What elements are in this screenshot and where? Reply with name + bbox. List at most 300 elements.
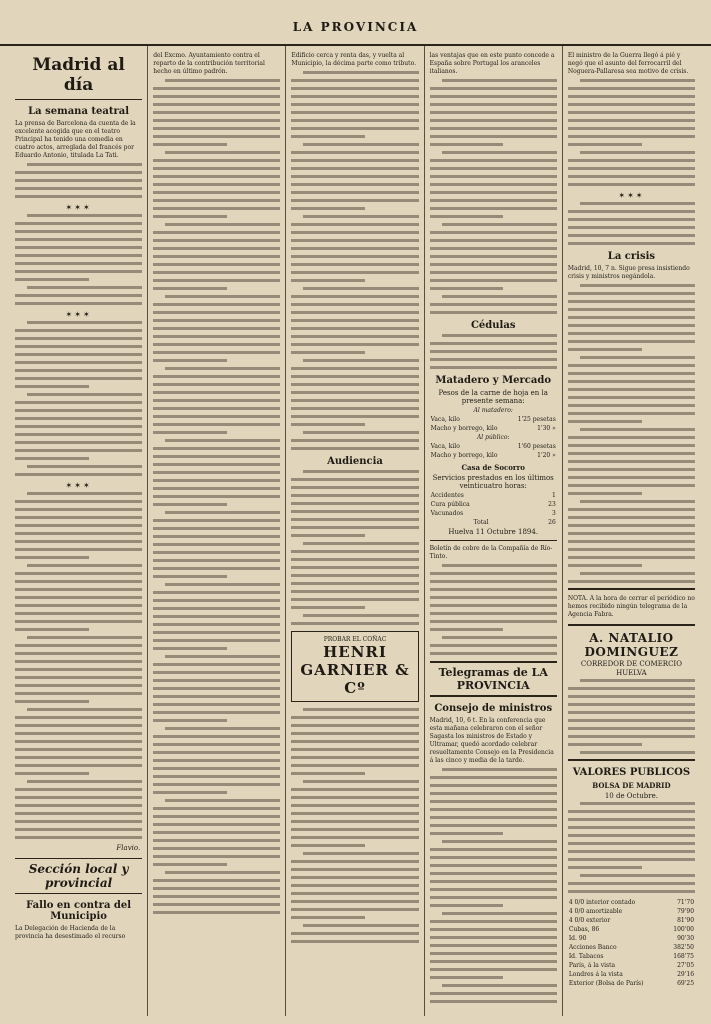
text-line xyxy=(291,151,418,154)
text-line xyxy=(291,804,418,807)
text-line xyxy=(15,796,142,799)
text-line xyxy=(15,385,89,388)
text-line xyxy=(568,87,695,90)
text-line xyxy=(568,242,695,245)
text-line xyxy=(153,343,280,346)
text-line xyxy=(15,580,142,583)
text-line xyxy=(291,892,418,895)
article-lead: del Excmo. Ayuntamiento contra el reparto de la contribución territorial hecho en último padrón. xyxy=(153,52,265,75)
text-line xyxy=(153,103,280,106)
subheading-matadero: Matadero y Mercado xyxy=(435,375,552,386)
text-line xyxy=(291,383,418,386)
text-line xyxy=(430,215,504,218)
table-row xyxy=(430,415,557,424)
text-line xyxy=(568,332,695,335)
text-line xyxy=(153,199,280,202)
text-line xyxy=(153,639,280,642)
text-line xyxy=(153,535,280,538)
text-line xyxy=(291,812,418,815)
row-label: Id. 90 xyxy=(568,935,587,942)
text-line xyxy=(568,444,695,447)
section-banner: Sección local y provincial xyxy=(15,858,142,894)
text-line xyxy=(291,844,365,847)
text-line xyxy=(15,473,142,476)
table-row xyxy=(430,424,557,433)
article-body xyxy=(430,334,557,369)
text-line xyxy=(153,87,280,90)
text-line xyxy=(153,575,227,578)
publico-head: Al público: xyxy=(476,434,510,441)
text-line xyxy=(15,628,89,631)
text-line xyxy=(15,401,142,404)
text-line xyxy=(430,944,557,947)
text-line xyxy=(291,111,418,114)
text-line xyxy=(580,79,695,82)
text-line xyxy=(15,556,89,559)
text-line xyxy=(153,623,280,626)
text-line xyxy=(568,452,695,455)
socorro-total-label: Total xyxy=(473,519,489,526)
text-line xyxy=(291,279,365,282)
text-line xyxy=(291,724,418,727)
subheading-fallo: Fallo en contra del Municipio xyxy=(26,900,132,922)
table-row xyxy=(430,500,557,509)
text-line xyxy=(153,671,280,674)
row-label: Cura pública xyxy=(430,501,470,508)
text-line xyxy=(442,912,557,915)
text-line xyxy=(580,284,695,287)
text-line xyxy=(153,319,280,322)
text-line xyxy=(291,399,418,402)
text-line xyxy=(15,596,142,599)
text-line xyxy=(430,904,504,907)
text-line xyxy=(153,663,280,666)
text-line xyxy=(291,510,418,513)
text-line xyxy=(291,415,418,418)
text-line xyxy=(27,321,142,324)
text-line xyxy=(442,334,557,337)
text-line xyxy=(303,780,418,783)
row-value: 27'05 xyxy=(677,962,695,969)
text-line xyxy=(153,303,280,306)
text-line xyxy=(291,748,418,751)
text-line xyxy=(153,431,227,434)
text-line xyxy=(291,876,418,879)
text-line xyxy=(430,303,557,306)
text-line xyxy=(568,580,695,583)
article-body xyxy=(430,768,557,1003)
text-line xyxy=(153,911,280,914)
text-line xyxy=(291,375,418,378)
text-line xyxy=(430,207,557,210)
text-line xyxy=(15,804,142,807)
table-row xyxy=(430,491,557,500)
text-line xyxy=(165,799,280,802)
text-line xyxy=(568,103,695,106)
column-4 xyxy=(424,46,562,1016)
text-line xyxy=(291,868,418,871)
text-line xyxy=(291,716,418,719)
text-line xyxy=(291,788,418,791)
text-line xyxy=(430,992,557,995)
text-line xyxy=(430,143,504,146)
text-line xyxy=(430,776,557,779)
text-line xyxy=(568,842,695,845)
text-line xyxy=(568,218,695,221)
separator: ✶✶✶ xyxy=(65,310,92,319)
text-line xyxy=(580,751,695,754)
text-line xyxy=(568,340,695,343)
text-line xyxy=(15,676,142,679)
column-2 xyxy=(147,46,285,1016)
row-value: 3 xyxy=(551,510,556,517)
text-line xyxy=(291,550,418,553)
text-line xyxy=(27,393,142,396)
text-line xyxy=(430,800,557,803)
row-value: 100'00 xyxy=(673,926,695,933)
text-line xyxy=(291,756,418,759)
text-line xyxy=(153,423,280,426)
row-value: 69'25 xyxy=(677,980,695,987)
text-line xyxy=(291,87,418,90)
text-line xyxy=(291,932,418,935)
text-line xyxy=(165,727,280,730)
rates-table xyxy=(568,898,695,988)
text-line xyxy=(568,548,695,551)
text-line xyxy=(430,936,557,939)
text-line xyxy=(15,345,142,348)
column-5 xyxy=(562,46,700,1016)
text-line xyxy=(430,832,504,835)
article-body xyxy=(568,202,695,245)
text-line xyxy=(291,908,418,911)
text-line xyxy=(153,607,280,610)
text-line xyxy=(291,295,418,298)
text-line xyxy=(568,564,642,567)
text-line xyxy=(15,740,142,743)
text-line xyxy=(15,246,142,249)
text-line xyxy=(568,380,695,383)
text-line xyxy=(580,572,695,575)
text-line xyxy=(153,407,280,410)
text-line xyxy=(430,960,557,963)
text-line xyxy=(153,543,280,546)
text-line xyxy=(15,278,89,281)
text-line xyxy=(15,820,142,823)
text-line xyxy=(303,287,418,290)
text-line xyxy=(568,516,695,519)
text-line xyxy=(291,478,418,481)
text-line xyxy=(153,415,280,418)
article-body xyxy=(291,470,418,625)
text-line xyxy=(430,968,557,971)
text-line xyxy=(568,175,695,178)
text-line xyxy=(568,866,642,869)
text-line xyxy=(442,840,557,843)
text-line xyxy=(291,740,418,743)
text-line xyxy=(153,879,280,882)
text-line xyxy=(153,759,280,762)
text-line xyxy=(15,540,142,543)
text-line xyxy=(153,207,280,210)
text-line xyxy=(15,337,142,340)
text-line xyxy=(15,668,142,671)
text-line xyxy=(15,836,142,839)
text-line xyxy=(291,566,418,569)
text-line xyxy=(430,880,557,883)
text-line xyxy=(153,887,280,890)
separator: ✶✶✶ xyxy=(65,203,92,212)
text-line xyxy=(291,884,418,887)
text-line xyxy=(153,183,280,186)
text-line xyxy=(568,143,642,146)
text-line xyxy=(430,580,557,583)
text-line xyxy=(153,135,280,138)
text-line xyxy=(15,612,142,615)
text-line xyxy=(15,548,142,551)
text-line xyxy=(153,903,280,906)
text-line xyxy=(442,151,557,154)
text-line xyxy=(153,247,280,250)
text-line xyxy=(430,856,557,859)
text-line xyxy=(568,743,642,746)
text-line xyxy=(153,471,280,474)
text-line xyxy=(568,316,695,319)
table-row xyxy=(568,979,695,988)
text-line xyxy=(568,460,695,463)
text-line xyxy=(291,247,418,250)
text-line xyxy=(15,187,142,190)
text-line xyxy=(291,367,418,370)
text-line xyxy=(153,599,280,602)
text-line xyxy=(15,524,142,527)
text-line xyxy=(27,286,142,289)
text-line xyxy=(27,465,142,468)
text-line xyxy=(568,826,695,829)
text-line xyxy=(303,71,418,74)
text-line xyxy=(291,327,418,330)
text-line xyxy=(153,807,280,810)
text-line xyxy=(568,695,695,698)
table-row xyxy=(430,442,557,451)
text-line xyxy=(291,311,418,314)
text-line xyxy=(580,202,695,205)
text-line xyxy=(291,518,418,521)
text-line xyxy=(15,516,142,519)
text-line xyxy=(430,342,557,345)
text-line xyxy=(165,151,280,154)
text-line xyxy=(165,367,280,370)
text-line xyxy=(153,743,280,746)
ad-line: CORREDOR DE COMERCIO xyxy=(580,660,682,668)
text-line xyxy=(15,788,142,791)
text-line xyxy=(153,735,280,738)
text-line xyxy=(568,364,695,367)
text-line xyxy=(153,615,280,618)
text-line xyxy=(580,802,695,805)
text-line xyxy=(153,455,280,458)
text-line xyxy=(291,391,418,394)
text-line xyxy=(303,924,418,927)
text-line xyxy=(568,810,695,813)
article-body xyxy=(291,708,418,943)
text-line xyxy=(165,79,280,82)
text-line xyxy=(291,526,418,529)
text-line xyxy=(165,511,280,514)
subheading-consejo: Consejo de ministros xyxy=(434,703,553,714)
text-line xyxy=(291,271,418,274)
text-line xyxy=(568,420,642,423)
text-line xyxy=(153,239,280,242)
text-line xyxy=(153,479,280,482)
text-line xyxy=(430,119,557,122)
text-line xyxy=(291,183,418,186)
report-date: Huelva 11 Octubre 1894. xyxy=(448,528,539,536)
article-lead: La prensa de Barcelona da cuenta de la excelente acogida que en el teatro Principal ha tenido una comedia en cuatro actos, arreglada del francés por Eduardo Antonio, titulada La Tati. xyxy=(15,120,136,159)
text-line xyxy=(568,834,695,837)
text-line xyxy=(291,159,418,162)
text-line xyxy=(165,439,280,442)
text-line xyxy=(442,223,557,226)
text-line xyxy=(153,287,227,290)
text-line xyxy=(430,167,557,170)
text-line xyxy=(153,751,280,754)
text-line xyxy=(430,976,504,979)
row-label: Macho y borrego, kilo xyxy=(430,452,498,459)
text-line xyxy=(568,135,695,138)
ad-city: HUELVA xyxy=(616,669,647,677)
text-line xyxy=(568,890,695,893)
text-line xyxy=(153,191,280,194)
text-line xyxy=(153,895,280,898)
text-line xyxy=(442,768,557,771)
text-line xyxy=(15,652,142,655)
reses-head: Al matadero: xyxy=(473,407,513,414)
text-line xyxy=(430,952,557,955)
text-line xyxy=(303,143,418,146)
text-line xyxy=(430,928,557,931)
text-line xyxy=(568,524,695,527)
text-line xyxy=(291,836,418,839)
text-line xyxy=(291,502,418,505)
text-line xyxy=(15,716,142,719)
socorro-intro: Servicios prestados en los últimos veinticuatro horas: xyxy=(432,474,554,490)
table-row xyxy=(568,907,695,916)
row-value: 1'25 pesetas xyxy=(517,416,556,423)
subheading-semana-teatral: La semana teatral xyxy=(28,106,130,117)
text-line xyxy=(15,449,142,452)
row-label: Accidentes xyxy=(430,492,464,499)
text-line xyxy=(568,111,695,114)
text-line xyxy=(430,792,557,795)
article-lead: El ministro de la Guerra llegó á pié y negó que el asunto del ferrocarril del Noguera-Pallaresa sea motivo de crisis. xyxy=(567,52,689,75)
subheading-audiencia: Audiencia xyxy=(327,456,383,467)
text-line xyxy=(153,175,280,178)
text-line xyxy=(153,855,280,858)
text-line xyxy=(153,519,280,522)
text-line xyxy=(153,215,227,218)
row-label: Macho y borrego, kilo xyxy=(430,425,498,432)
text-line xyxy=(568,127,695,130)
text-line xyxy=(153,767,280,770)
text-line xyxy=(27,564,142,567)
text-line xyxy=(430,87,557,90)
text-line xyxy=(153,279,280,282)
article-lead: Edificio cerca y renta das, y vuelta al Municipio, la décima parte como tributo. xyxy=(291,52,416,67)
text-line xyxy=(291,351,365,354)
text-line xyxy=(15,417,142,420)
text-line xyxy=(153,255,280,258)
text-line xyxy=(430,588,557,591)
text-line xyxy=(15,732,142,735)
text-line xyxy=(291,820,418,823)
bolsa-date: 10 de Octubre. xyxy=(604,792,658,800)
text-line xyxy=(580,356,695,359)
text-line xyxy=(291,900,418,903)
nota: NOTA. A la hora de cerrar el periódico no hemos recibido ningún telegrama de la Agencia Fabra. xyxy=(567,595,695,618)
text-line xyxy=(27,163,142,166)
subheading-crisis: La crisis xyxy=(607,251,656,262)
article-body xyxy=(15,214,142,305)
text-line xyxy=(568,159,695,162)
text-line xyxy=(291,447,418,450)
text-line xyxy=(15,684,142,687)
text-line xyxy=(580,874,695,877)
text-line xyxy=(291,335,418,338)
table-row xyxy=(568,943,695,952)
text-line xyxy=(568,850,695,853)
text-line xyxy=(568,404,695,407)
text-line xyxy=(430,199,557,202)
text-line xyxy=(153,271,280,274)
text-line xyxy=(153,375,280,378)
text-line xyxy=(153,359,227,362)
text-line xyxy=(27,214,142,217)
text-line xyxy=(430,848,557,851)
ad-brand: HENRI GARNIER & Cº xyxy=(300,643,410,697)
text-line xyxy=(430,175,557,178)
subheading-socorro: Casa de Socorro xyxy=(461,463,525,472)
text-line xyxy=(430,103,557,106)
text-line xyxy=(15,756,142,759)
text-line xyxy=(291,590,418,593)
text-line xyxy=(15,588,142,591)
text-line xyxy=(15,230,142,233)
text-line xyxy=(568,556,695,559)
row-value: 1'30 » xyxy=(537,425,556,432)
text-line xyxy=(430,111,557,114)
text-line xyxy=(430,604,557,607)
text-line xyxy=(15,700,89,703)
text-line xyxy=(430,612,557,615)
text-line xyxy=(15,441,142,444)
text-line xyxy=(153,463,280,466)
main-heading: Madrid al día xyxy=(32,55,125,95)
text-line xyxy=(15,532,142,535)
text-line xyxy=(430,1000,557,1003)
text-line xyxy=(165,583,280,586)
text-line xyxy=(15,262,142,265)
text-line xyxy=(291,574,418,577)
text-line xyxy=(153,495,280,498)
text-line xyxy=(15,329,142,332)
row-label: Vaca, kilo xyxy=(430,416,460,423)
article-body xyxy=(291,71,418,450)
separator: ✶✶✶ xyxy=(618,191,645,200)
article-body xyxy=(568,284,695,583)
text-line xyxy=(568,183,695,186)
text-line xyxy=(165,655,280,658)
